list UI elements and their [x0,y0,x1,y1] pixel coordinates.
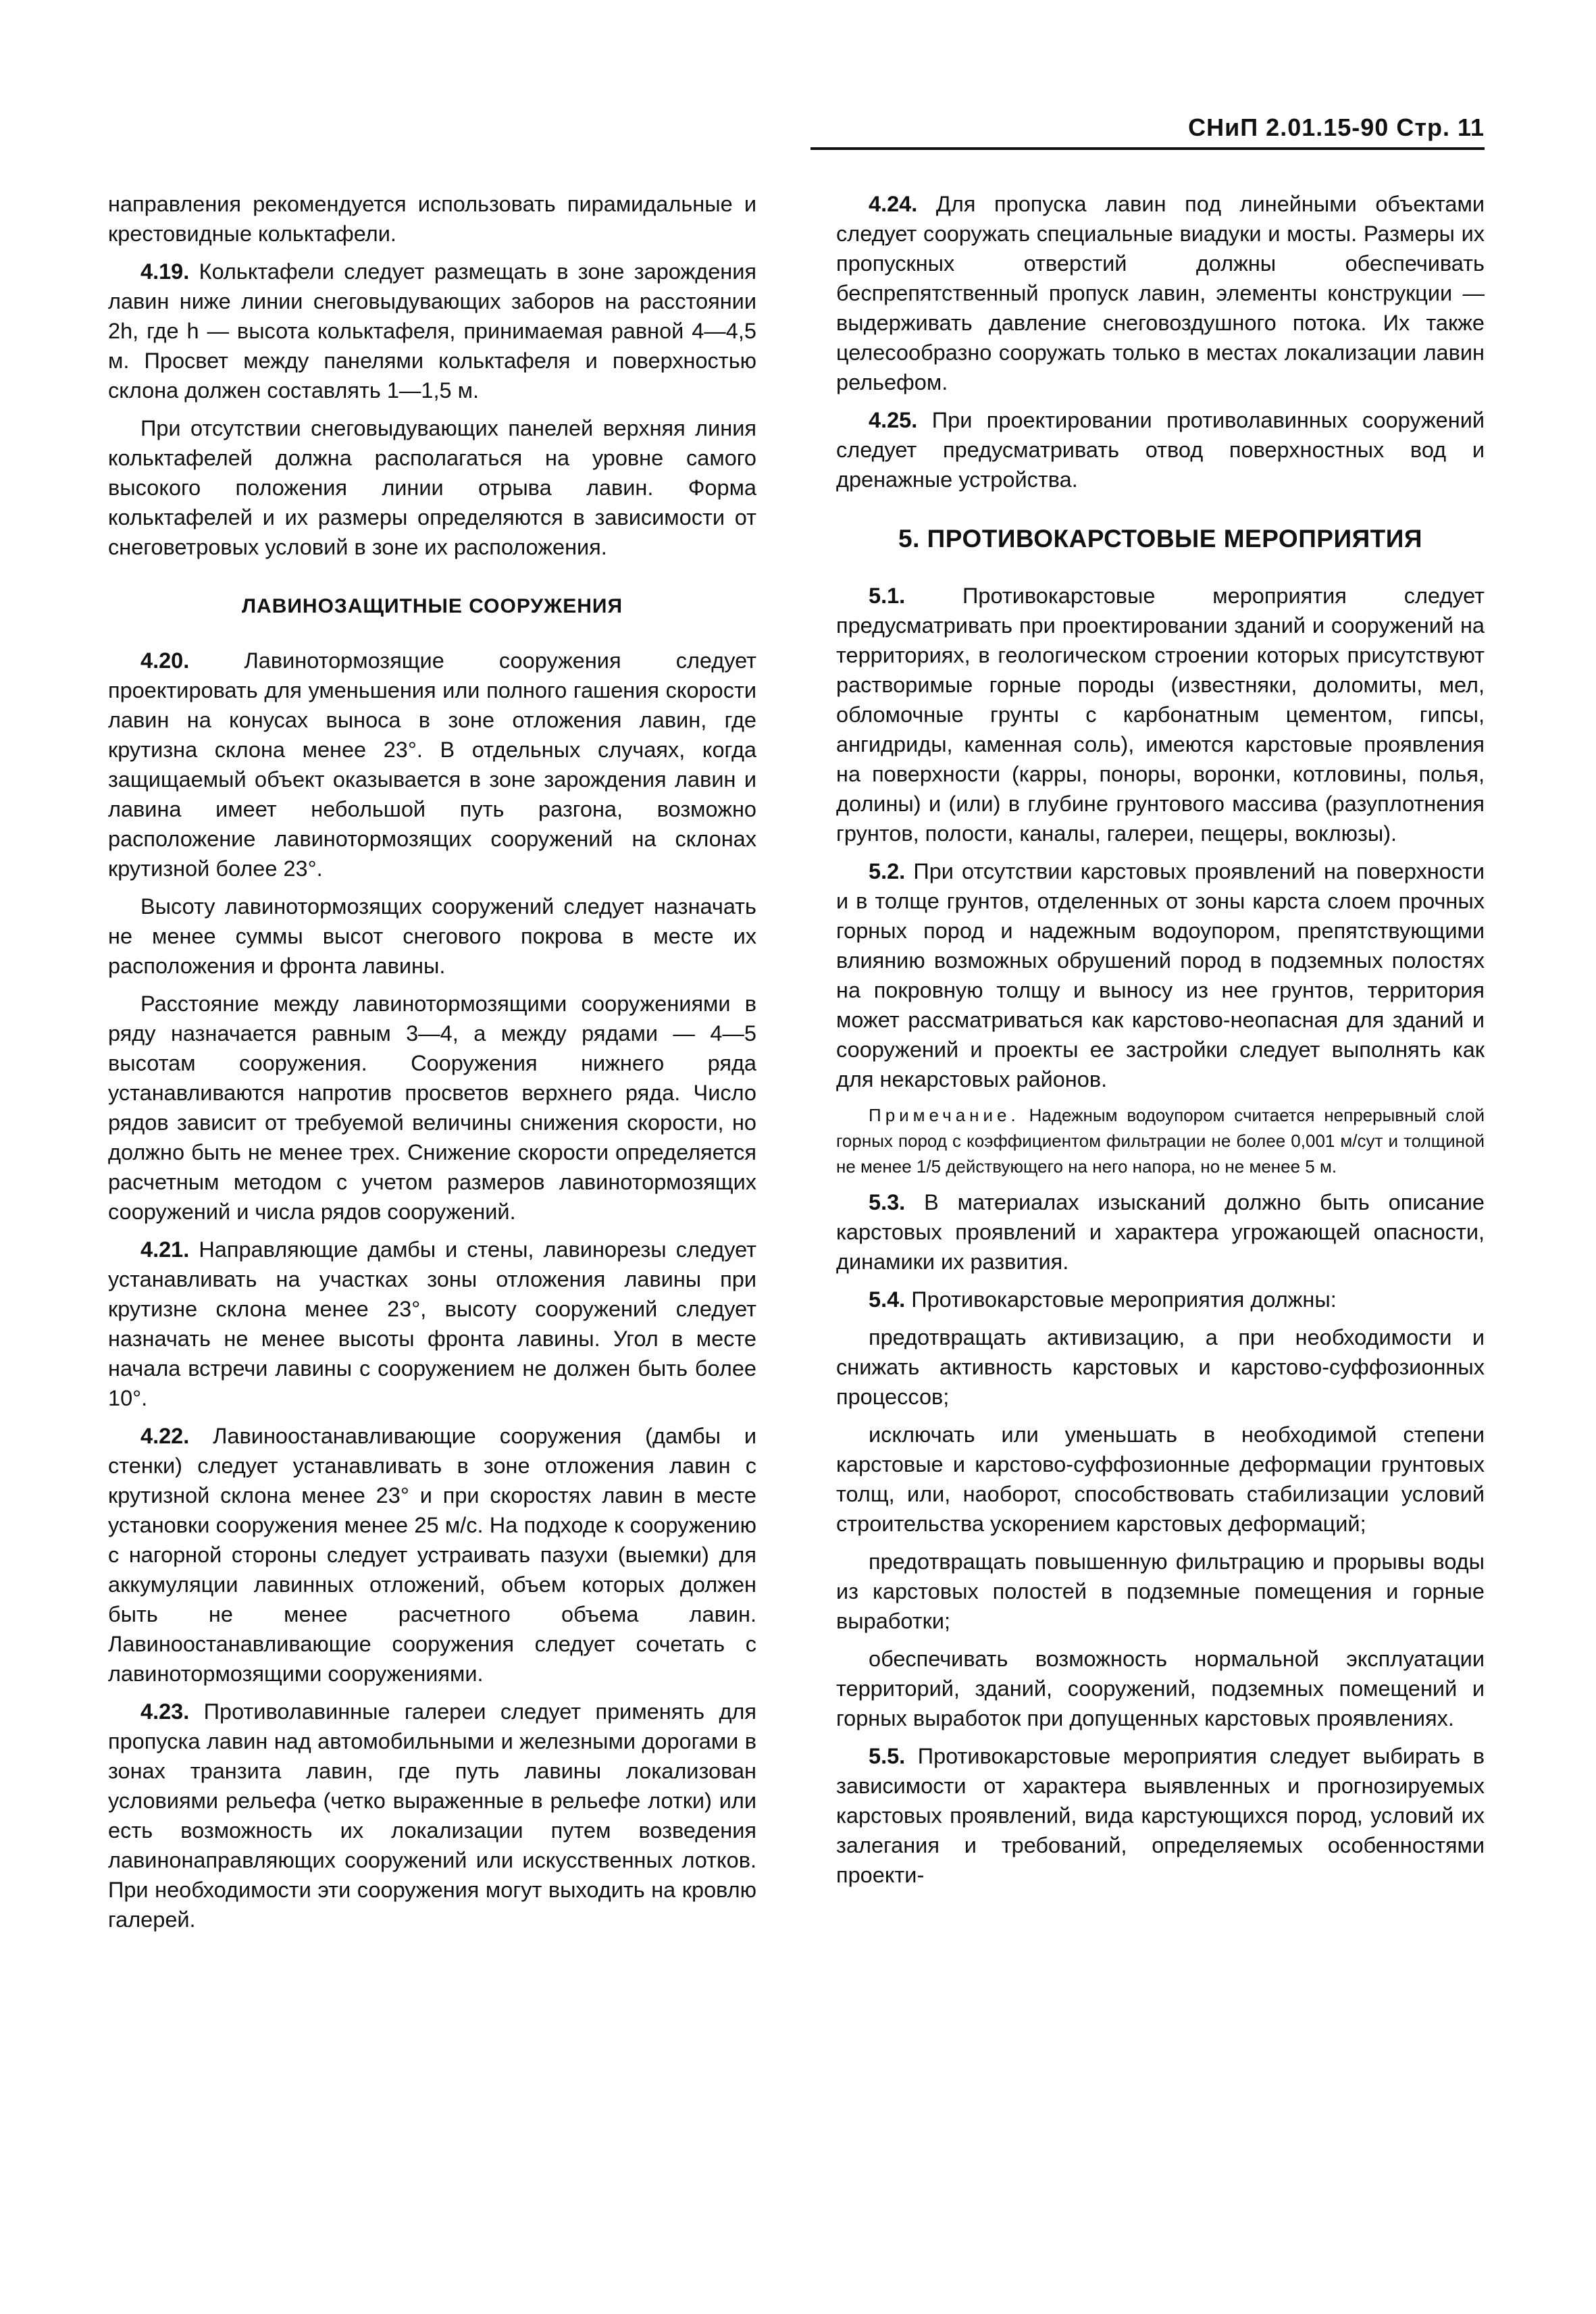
clause-text: Противокарстовые мероприятия должны: [911,1287,1337,1312]
paragraph-5-5 [836,1741,1485,1890]
clause-text: Лавиноостанавливающие сооружения (дамбы и стенки) следует устанавливать в зоне отложения лавин с крутизной склона менее 23° и при скоростях лавин в месте установки сооружения менее 25 м/с. На подходе к сооружению с нагорной стороны следует устраивать пазухи (выемки) для аккумуляции лавинных отложений, объем которых должен быть не менее расчетного объема лавин. Лавиноостанавливающие сооружения следует сочетать с лавинотормозящими сооружениями. [108,1424,756,1686]
note-label: Примечание. [869,1105,1020,1125]
list-item: предотвращать повышенную фильтрацию и прорывы воды из карстовых полостей в подземные помещения и горные выработки; [836,1549,1485,1633]
page-header: СНиП 2.01.15-90 Стр. 11 [810,113,1485,150]
clause-text: Направляющие дамбы и стены, лавинорезы следует устанавливать на участках зоны отложения лавины при крутизне склона менее 23°, высоту сооружений следует назначать не менее высоты фронта лавины. Угол в месте начала встречи лавины с сооружением не должен быть более 10°. [108,1237,756,1410]
paragraph-5-1 [836,581,1485,848]
clause-number: 5.1. [869,584,906,608]
paragraph-5-4 [836,1285,1485,1314]
list-item: обеспечивать возможность нормальной эксплуатации территорий, зданий, сооружений, подземных помещений и горных выработок при допущенных карстовых проявлениях. [836,1647,1485,1730]
clause-number: 5.5. [869,1744,906,1768]
clause-text: При проектировании противолавинных сооружений следует предусматривать отвод поверхностных вод и дренажные устройства. [836,408,1485,492]
paragraph-4-25 [836,405,1485,494]
clause-number: 5.3. [869,1190,906,1214]
left-column [108,189,756,1934]
clause-number: 4.19. [140,259,190,284]
paragraph-4-21 [108,1235,756,1413]
clause-text: Противокарстовые мероприятия следует предусматривать при проектировании зданий и сооружений на территориях, в геологическом строении которых присутствуют растворимые горные породы (известняки, доломиты, мел, обломочные грунты с карбонатным цементом, гипсы, ангидриды, каменная соль), имеются карстовые проявления на поверхности (карры, поноры, воронки, котловины, полья, долины) и (или) в глубине грунтового массива (разуплотнения грунтов, полости, каналы, галереи, пещеры, воклюзы). [836,584,1485,846]
clause-text: Лавинотормозящие сооружения следует проектировать для уменьшения или полного гашения скорости лавин на конусах выноса в зоне отложения лавин, где крутизна склона менее 23°. В отдельных случаях, когда защищаемый объект оказывается в зоне зарождения лавин и лавина имеет небольшой путь разгона, возможно расположение лавинотормозящих сооружений на склонах крутизной более 23°. [108,648,756,881]
section-title: 5. ПРОТИВОКАРСТОВЫЕ МЕРОПРИЯТИЯ [898,525,1422,552]
clause-number: 4.21. [140,1237,190,1262]
paragraph-4-24 [836,189,1485,397]
clause-text: Для пропуска лавин под линейными объектами следует сооружать специальные виадуки и мосты. Размеры их пропускных отверстий должны обеспечивать беспрепятственный пропуск лавин, элементы конструкции — выдерживать давление снеговоздушного потока. Их также целесообразно сооружать только в местах локализации лавин рельефом. [836,192,1485,394]
clause-text: В материалах изысканий должно быть описание карстовых проявлений и характера угрожающей опасности, динамики их развития. [836,1190,1485,1274]
list-item: исключать или уменьшать в необходимой степени карстовые и карстово-суффозионные деформации грунтовых толщ, или, наоборот, способствовать стабилизации условий строительства ускорением карстовых деформаций; [836,1422,1485,1536]
clause-text: При отсутствии карстовых проявлений на поверхности и в толще грунтов, отделенных от зоны карста слоем прочных горных пород и надежным водоупором, препятствующими влиянию возможных обрушений пород в подземных полостях на покровную толщу и выносу из нее грунтов, территория может рассматриваться как карстово-неопасная для зданий и сооружений и проекты ее застройки следует выполнять как для некарстовых районов. [836,859,1485,1091]
clause-number: 5.2. [869,859,906,883]
clause-text: Кольктафели следует размещать в зоне зарождения лавин ниже линии снеговыдувающих заборов на расстоянии 2h, где h — высота кольктафеля, принимаемая равной 4—4,5 м. Просвет между панелями кольктафеля и поверхностью склона должен составлять 1—1,5 м. [108,259,757,403]
clause-number: 4.23. [140,1699,190,1724]
paragraph-4-19 [108,257,756,405]
clause-text: Противолавинные галереи следует применять для пропуска лавин над автомобильными и железными дорогами в зонах транзита лавин, где путь лавины локализован условиями рельефа (четко выраженные в рельефе лотки) или есть возможность их локализации путем возведения лавинонаправляющих сооружений или искусственных лотков. При необходимости эти сооружения могут выходить на кровлю галерей. [108,1699,756,1932]
paragraph-height: Высоту лавинотормозящих сооружений следует назначать не менее суммы высот снегового покрова в месте их расположения и фронта лавины. [108,894,756,978]
footnote [836,1102,1485,1179]
note-text: Надежным водоупором считается непрерывный слой горных пород с коэффициентом фильтрации не более 0,001 м/сут и толщиной не менее 1/5 действующего на него напора, но не менее 5 м. [836,1105,1485,1177]
clause-number: 4.20. [140,648,190,673]
paragraph-distance: Расстояние между лавинотормозящими сооружениями в ряду назначается равным 3—4, а между рядами — 4—5 высотам сооружения. Сооружения нижнего ряда устанавливаются напротив просветов верхнего ряда. Число рядов зависит от требуемой величины снижения скорости, но должно быть не менее трех. Снижение скорости определяется расчетным методом с учетом размеров лавинотормозящих сооружений и числа рядов сооружений. [108,992,756,1224]
right-column [836,189,1485,1890]
paragraph-4-23 [108,1697,756,1934]
paragraph-5-2 [836,856,1485,1094]
paragraph-4-20 [108,646,756,883]
clause-text: Противокарстовые мероприятия следует выбирать в зависимости от характера выявленных и прогнозируемых карстовых проявлений, вида карстующихся пород, условий их залегания и требований, определяемых особенностями проекти- [836,1744,1485,1887]
clause-number: 4.22. [140,1424,190,1448]
clause-number: 4.24. [869,192,918,216]
clause-number: 4.25. [869,408,918,432]
clause-number: 5.4. [869,1287,906,1312]
list-item: предотвращать активизацию, а при необходимости и снижать активность карстовых и карстово-суффозионных процессов; [836,1325,1485,1409]
paragraph-absent-panels: При отсутствии снеговыдувающих панелей верхняя линия кольктафелей должна располагаться на уровне самого высокого положения линии отрыва лавин. Форма кольктафелей и их размеры определяются в зависимости от снеговетровых условий в зоне их расположения. [108,416,756,559]
subsection-heading: ЛАВИНОЗАЩИТНЫЕ СООРУЖЕНИЯ [241,595,623,617]
paragraph-5-3 [836,1187,1485,1277]
paragraph-continuation: направления рекомендуется использовать пирамидальные и крестовидные кольктафели. [108,192,756,246]
paragraph-4-22 [108,1421,756,1689]
